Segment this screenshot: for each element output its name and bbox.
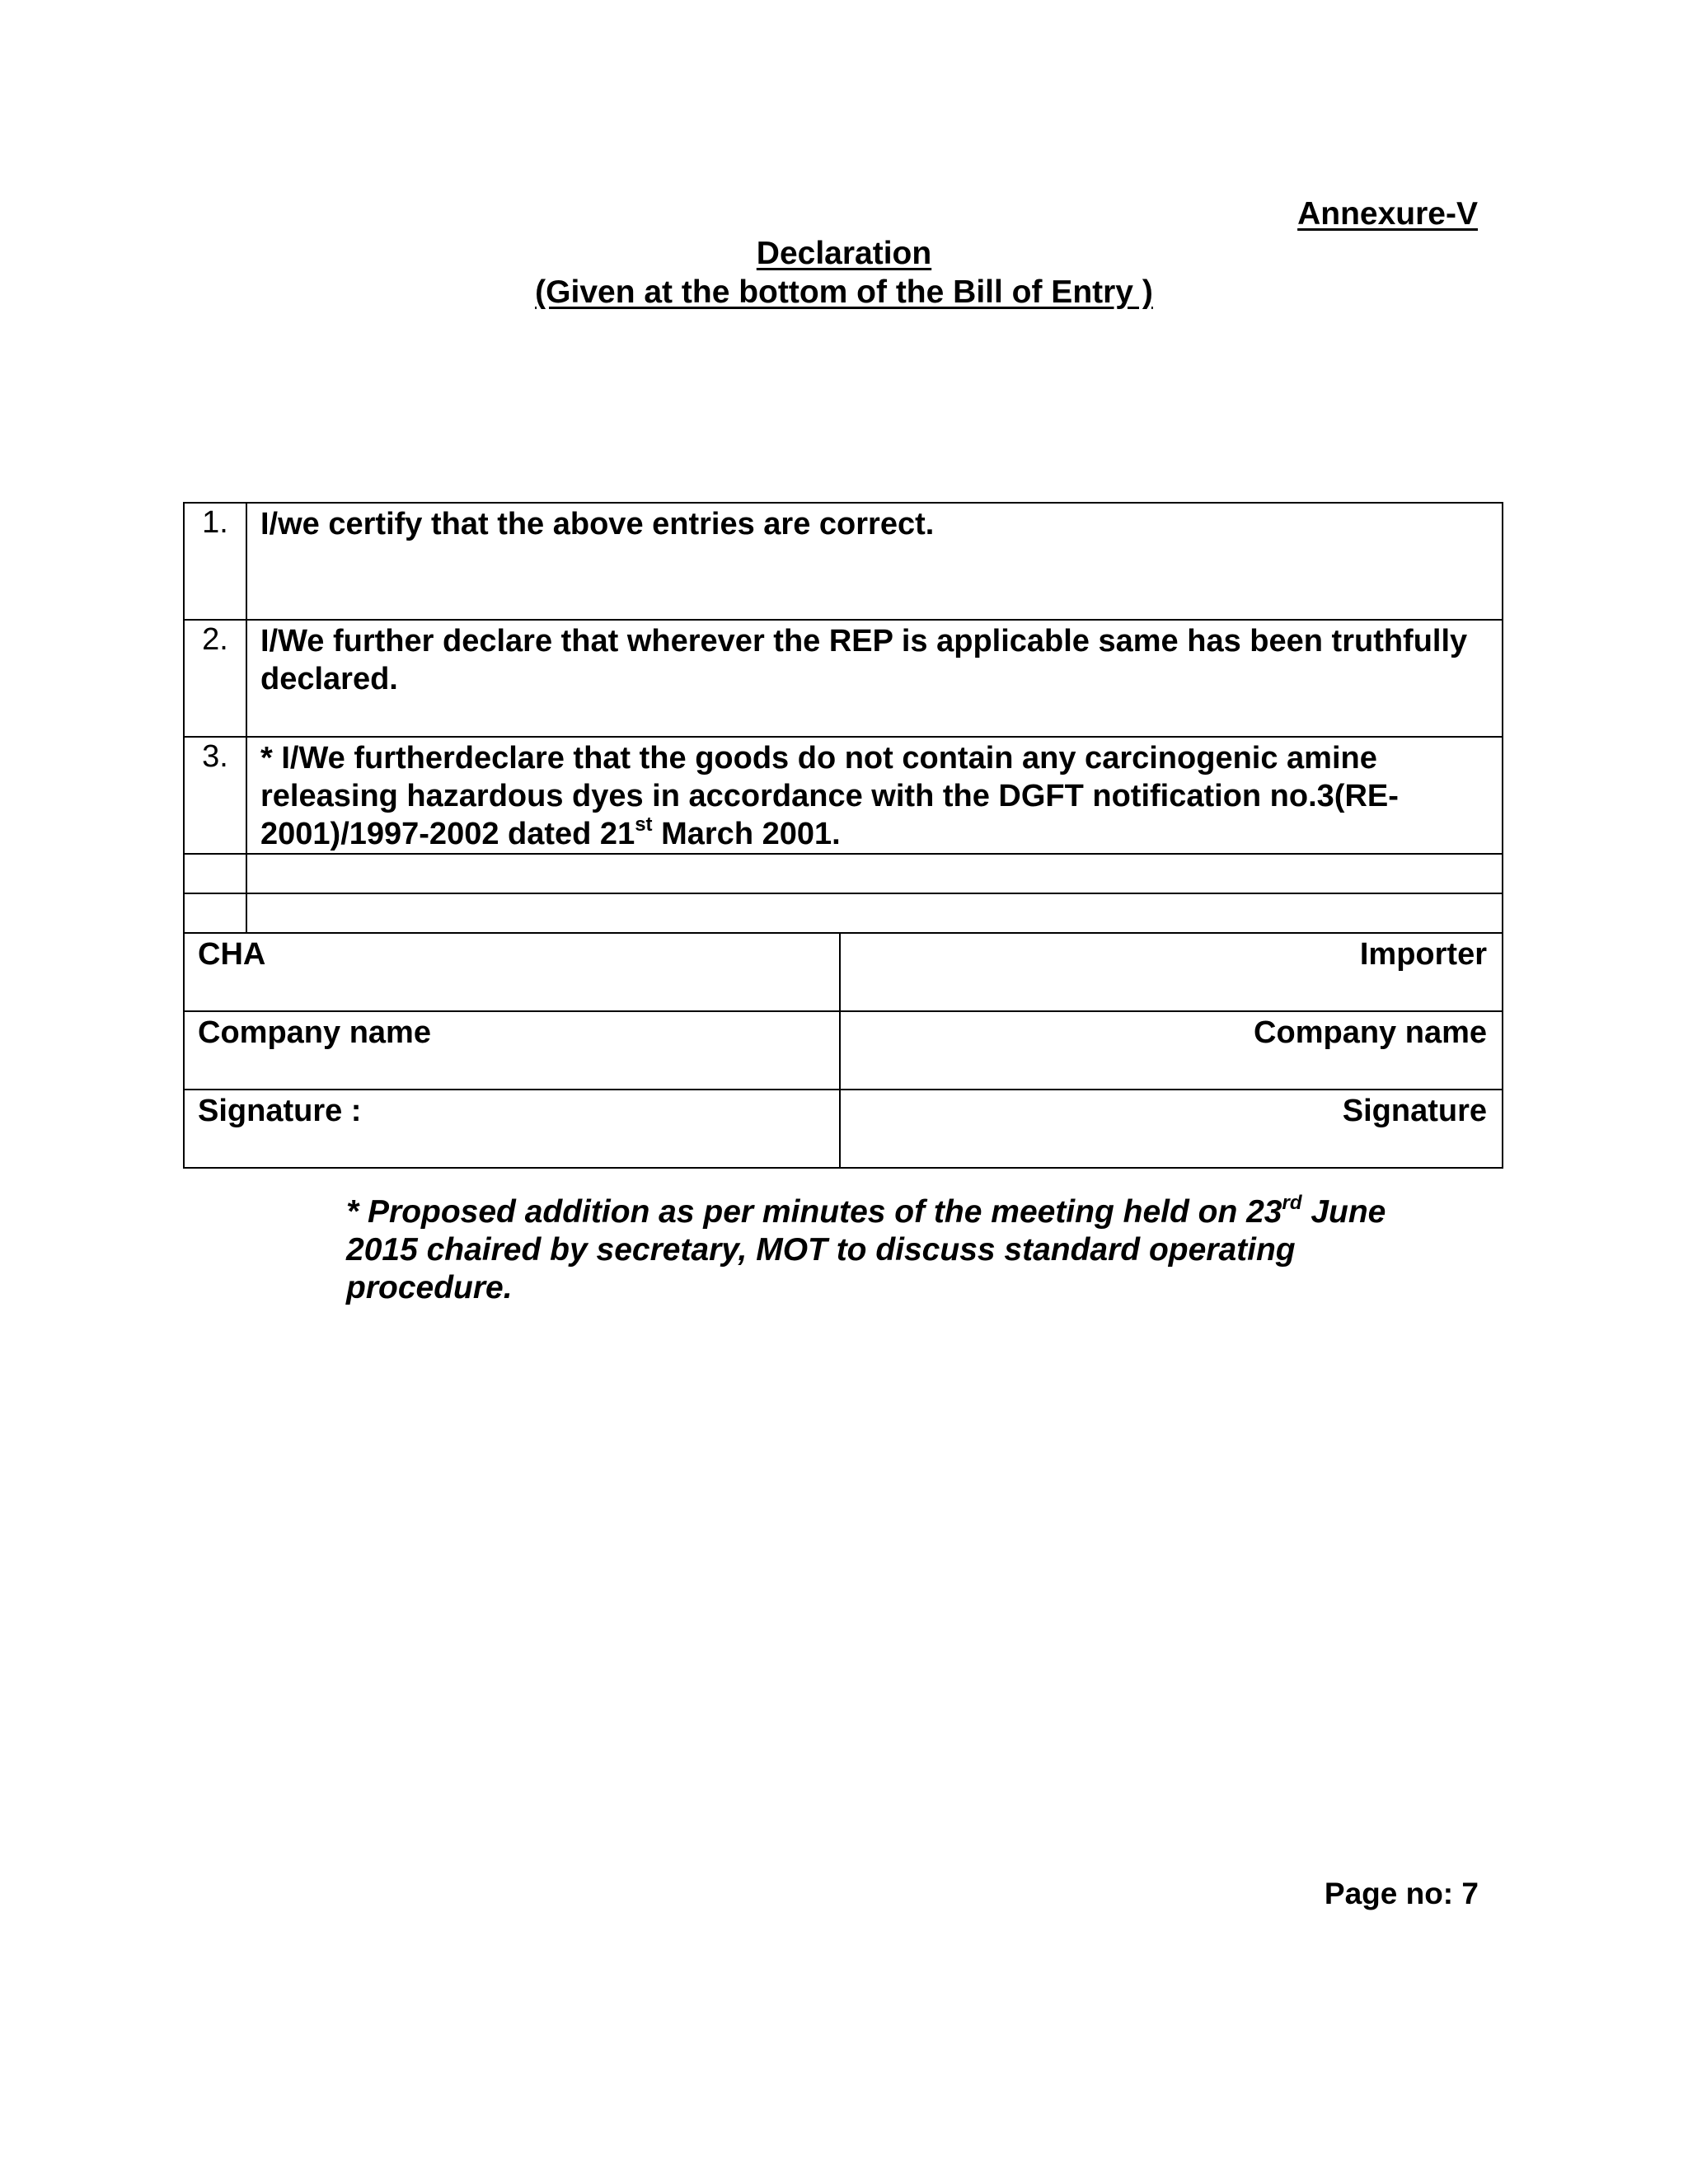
footnote <box>346 1193 1442 1307</box>
item-number: 3. <box>184 737 246 854</box>
table-row <box>184 737 1503 854</box>
importer-signature: Signature <box>840 1090 1503 1168</box>
empty-row <box>184 854 1503 893</box>
declaration-text: I/We further declare that wherever the REP is applicable same has been truthfully declared. <box>246 620 1503 737</box>
declaration-table <box>183 502 1503 1169</box>
table-row <box>184 503 1503 620</box>
page-number: Page no: 7 <box>1324 1877 1479 1910</box>
footnote-text-part: June 2015 chaired by secretary, MOT to discuss standard operating procedure. <box>346 1194 1386 1305</box>
empty-cell <box>184 893 246 933</box>
declaration-text-part: * I/We furtherdeclare that the goods do not contain any carcinogenic amine releasing hazardous dyes in accordance with the DGFT notification no.3(RE-2001)/1997-2002 dated 21 <box>260 741 1399 851</box>
ordinal-suffix: st <box>635 813 653 837</box>
declaration-text <box>246 737 1503 854</box>
title-block <box>0 234 1688 312</box>
empty-cell <box>246 854 1503 893</box>
importer-company-name: Company name <box>840 1011 1503 1090</box>
importer-label: Importer <box>840 933 1503 1011</box>
declaration-text-part: March 2001. <box>652 817 841 851</box>
empty-cell <box>246 893 1503 933</box>
signature-row <box>184 1090 1503 1168</box>
cha-label: CHA <box>184 933 840 1011</box>
declaration-text: I/we certify that the above entries are correct. <box>246 503 1503 620</box>
table-row <box>184 620 1503 737</box>
page-subtitle: (Given at the bottom of the Bill of Entry ) <box>535 274 1153 310</box>
annexure-label: Annexure-V <box>1297 196 1478 232</box>
company-row <box>184 1011 1503 1090</box>
page-title: Declaration <box>756 236 932 271</box>
empty-row <box>184 893 1503 933</box>
cha-company-name: Company name <box>184 1011 840 1090</box>
ordinal-suffix: rd <box>1282 1192 1302 1214</box>
cha-signature: Signature : <box>184 1090 840 1168</box>
party-row <box>184 933 1503 1011</box>
item-number: 2. <box>184 620 246 737</box>
item-number: 1. <box>184 503 246 620</box>
empty-cell <box>184 854 246 893</box>
footnote-text-part: * Proposed addition as per minutes of the meeting held on 23 <box>346 1194 1282 1230</box>
